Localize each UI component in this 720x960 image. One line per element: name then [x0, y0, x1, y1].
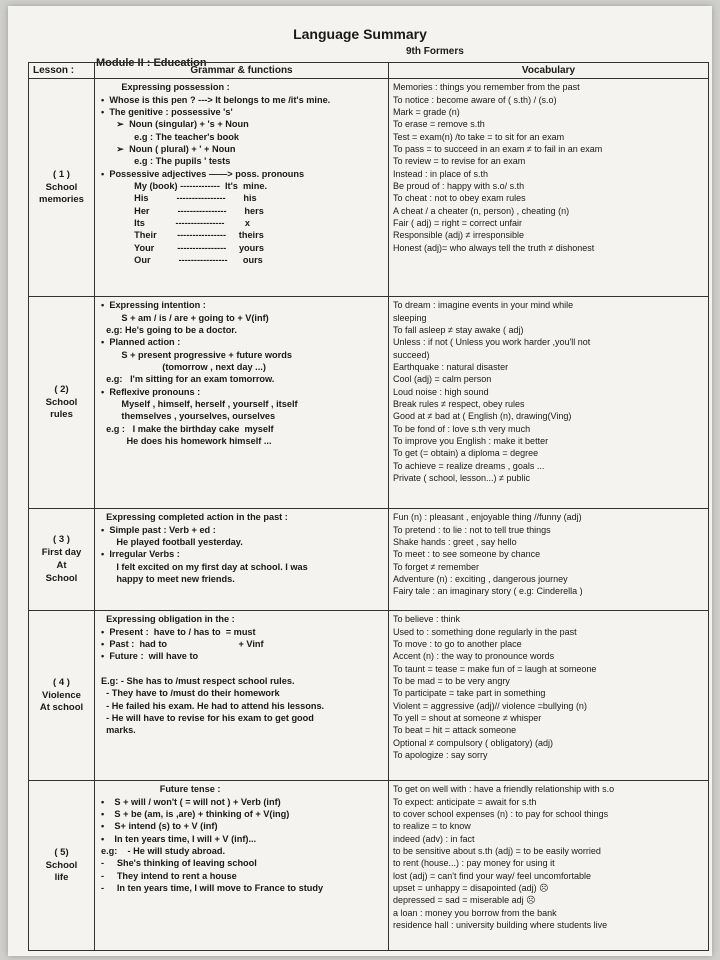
vocab-line: Optional ≠ compulsory ( obligatory) (adj)	[393, 737, 554, 748]
table-row	[29, 781, 709, 951]
grammar-line: (tomorrow , next day ...)	[101, 362, 266, 373]
grammar-line: • Whose is this pen ? ---> It belongs to me /it's mine.	[101, 94, 331, 105]
grammar-line: - They intend to rent a house	[101, 870, 237, 881]
lesson-label	[29, 781, 95, 951]
vocab-line: to realize = to know	[393, 821, 471, 832]
lesson-label	[29, 79, 95, 297]
grammar-line: • Present : have to / has to = must	[101, 626, 256, 637]
grammar-line: - She's thinking of leaving school	[101, 858, 257, 869]
vocab-cell	[389, 611, 709, 781]
lesson-label-line: ( 2)	[54, 383, 69, 395]
vocab-line: Violent = aggressive (adj)// violence =bullying (n)	[393, 700, 587, 711]
vocab-line: Fun (n) : pleasant , enjoyable thing //funny (adj)	[393, 512, 582, 523]
grammar-line: Expressing possession :	[101, 82, 230, 93]
grammar-line: • Simple past : Verb + ed :	[101, 524, 216, 535]
grammar-line: themselves , yourselves, ourselves	[101, 411, 276, 422]
grammar-line: His ---------------- his	[101, 193, 257, 204]
grammar-line: • Past : had to + Vinf	[101, 639, 264, 650]
lesson-label-line: First day	[41, 547, 82, 559]
vocab-line: Fairy tale : an imaginary story ( e.g: Cinderella )	[393, 586, 583, 597]
vocab-line: Test = exam(n) /to take = to sit for an exam	[393, 131, 565, 142]
vocab-line: To yell = shout at someone ≠ whisper	[393, 713, 542, 724]
grammar-line: He played football yesterday.	[101, 537, 243, 548]
vocab-line: Adventure (n) : exciting , dangerous journey	[393, 574, 568, 585]
vocab-line: succeed)	[393, 349, 430, 360]
table-row	[29, 611, 709, 781]
grammar-line: marks.	[101, 725, 136, 736]
vocab-line: a loan : money you borrow from the bank	[393, 907, 557, 918]
table-row	[29, 79, 709, 297]
grammar-line: • S+ intend (s) to + V (inf)	[101, 821, 218, 832]
vocab-line: residence hall : university building where students live	[393, 920, 608, 930]
vocab-line: To forget ≠ remember	[393, 561, 479, 572]
grammar-line: happy to meet new friends.	[101, 574, 235, 585]
lesson-label-line: At school	[39, 702, 84, 714]
vocab-line: To be mad = to be very angry	[393, 676, 510, 687]
lesson-label-line: School	[45, 859, 78, 871]
vocab-header: Vocabulary	[389, 63, 709, 79]
vocab-cell	[389, 509, 709, 611]
lesson-label-line: ( 1 )	[53, 168, 70, 180]
grammar-line: • Future : will have to	[101, 651, 199, 662]
vocab-line: To review = to revise for an exam	[393, 156, 526, 167]
vocab-line: To pretend : to lie : not to tell true things	[393, 524, 551, 535]
vocab-line: Used to : something done regularly in the past	[393, 626, 577, 637]
grammar-line: S + am / is / are + going to + V(inf)	[101, 312, 269, 323]
lesson-label-line: School	[45, 396, 78, 408]
vocab-line: To pass = to succeed in an exam ≠ to fail in an exam	[393, 144, 603, 155]
grammar-line: Your ---------------- yours	[101, 242, 264, 253]
vocab-cell	[389, 79, 709, 297]
grammar-cell	[95, 781, 389, 951]
table-row	[29, 297, 709, 509]
vocab-line: To get (= obtain) a diploma = degree	[393, 448, 539, 459]
grade-label: 9th Formers	[406, 46, 464, 57]
vocab-line: To erase = remove s.th	[393, 119, 485, 130]
page-title: Language Summary	[293, 26, 427, 42]
grammar-line: ➢ Noun (singular) + 's + Noun	[101, 119, 249, 130]
vocab-line: indeed (adv) : in fact	[393, 833, 475, 844]
lesson-label-line: memories	[39, 194, 84, 206]
grammar-line: - He failed his exam. He had to attend his lessons.	[101, 700, 325, 711]
grammar-line: • Planned action :	[101, 337, 181, 348]
grammar-line: Their ---------------- theirs	[101, 230, 264, 241]
lesson-label-line: ( 3 )	[53, 534, 70, 546]
vocab-line: lost (adj) = can't find your way/ feel uncomfortable	[393, 870, 592, 881]
vocab-line: To move : to go to another place	[393, 639, 522, 650]
vocab-line: depressed = sad = miserable adj ☹	[393, 895, 536, 906]
grammar-cell	[95, 509, 389, 611]
vocab-line: A cheat / a cheater (n, person) , cheating (n)	[393, 205, 570, 216]
lesson-header: Lesson :	[29, 63, 95, 79]
lesson-label-line: At	[56, 559, 67, 571]
vocab-line: To beat = hit = attack someone	[393, 725, 517, 736]
lesson-label-line: ( 5)	[54, 846, 69, 858]
grammar-cell	[95, 611, 389, 781]
vocab-line: Private ( school, lesson...) ≠ public	[393, 472, 530, 483]
lesson-label	[29, 297, 95, 509]
vocab-line: Instead : in place of s.th	[393, 168, 489, 179]
grammar-line: • The genitive : possessive 's'	[101, 107, 233, 118]
vocab-line: Loud noise : high sound	[393, 386, 489, 397]
vocab-line: Good at ≠ bad at ( English (n), drawing(Ving)	[393, 411, 572, 422]
vocab-line: To taunt = tease = make fun of = laugh at someone	[393, 663, 597, 674]
vocab-line: Earthquake : natural disaster	[393, 362, 509, 373]
vocab-cell	[389, 297, 709, 509]
grammar-line: - He will have to revise for his exam to get good	[101, 713, 314, 724]
vocab-line: Unless : if not ( Unless you work harder ,you'll not	[393, 337, 591, 348]
grammar-line: • Expressing intention :	[101, 300, 206, 311]
lesson-label-line: Violence	[42, 689, 81, 701]
vocab-line: Cool (adj) = calm person	[393, 374, 492, 385]
table-header	[29, 63, 709, 79]
lesson-label-line: ( 4 )	[53, 676, 70, 688]
grammar-line: He does his homework himself ...	[101, 436, 272, 446]
grammar-line: - In ten years time, I will move to France to study	[101, 883, 324, 894]
vocab-line: To apologize : say sorry	[393, 750, 488, 760]
grammar-line: e.g : The pupils ' tests	[101, 156, 231, 167]
grammar-line: e.g: - He will study abroad.	[101, 846, 226, 857]
vocab-line: Mark = grade (n)	[393, 107, 460, 118]
lesson-label-line: School	[45, 572, 78, 584]
grammar-line: • Reflexive pronouns :	[101, 386, 201, 397]
vocab-cell	[389, 781, 709, 951]
vocab-line: To cheat : not to obey exam rules	[393, 193, 526, 204]
lesson-label-line: life	[54, 872, 69, 884]
vocab-line: to rent (house...) : pay money for using it	[393, 858, 555, 869]
vocab-line: to be sensitive about s.th (adj) = to be easily worried	[393, 846, 601, 857]
grammar-line: Future tense :	[101, 784, 221, 795]
vocab-line: To achieve = realize dreams , goals ...	[393, 460, 545, 471]
vocab-line: upset = unhappy = disapointed (adj) ☹	[393, 883, 549, 894]
grammar-line: - They have to /must do their homework	[101, 688, 280, 699]
vocab-line: Honest (adj)= who always tell the truth ≠ dishonest	[393, 242, 595, 253]
grammar-line: Myself , himself, herself , yourself , itself	[101, 399, 298, 410]
vocab-line: To meet : to see someone by chance	[393, 549, 541, 560]
vocab-line: Be proud of : happy with s.o/ s.th	[393, 181, 525, 192]
vocab-line: To get on well with : have a friendly relationship with s.o	[393, 784, 615, 795]
grammar-line: • In ten years time, I will + V (inf)...	[101, 833, 257, 844]
lesson-label-line: rules	[50, 409, 73, 421]
vocab-line: Responsible (adj) ≠ irresponsible	[393, 230, 525, 241]
vocab-line: Break rules ≠ respect, obey rules	[393, 399, 525, 410]
vocab-line: To expect: anticipate = await for s.th	[393, 796, 537, 807]
grammar-line: e.g : I make the birthday cake myself	[101, 423, 274, 434]
grammar-line: e.g : The teacher's book	[101, 131, 239, 142]
module-label: Module II : Education	[96, 57, 207, 69]
grammar-line: Its ---------------- x	[101, 218, 251, 228]
vocab-line: To participate = take part in something	[393, 688, 546, 699]
vocab-line: To be fond of : love s.th very much	[393, 423, 531, 434]
vocab-line: To fall asleep ≠ stay awake ( adj)	[393, 325, 524, 336]
grammar-line	[101, 663, 384, 675]
grammar-line: Expressing obligation in the :	[101, 614, 235, 625]
grammar-line: S + present progressive + future words	[101, 349, 292, 360]
lesson-label	[29, 611, 95, 781]
vocab-line: sleeping	[393, 312, 427, 323]
grammar-line: I felt excited on my first day at school. I was	[101, 561, 308, 572]
grammar-cell	[95, 297, 389, 509]
vocab-line: To dream : imagine events in your mind while	[393, 300, 574, 311]
vocab-line: Fair ( adj) = right = correct unfair	[393, 218, 523, 228]
vocab-line: Memories : things you remember from the past	[393, 82, 580, 93]
table-row	[29, 509, 709, 611]
grammar-line: E.g: - She has to /must respect school rules.	[101, 676, 295, 687]
grammar-header: Grammar & functions	[95, 63, 389, 79]
grammar-line: • S + will / won't ( = will not ) + Verb (inf)	[101, 796, 281, 807]
vocab-line: Shake hands : greet , say hello	[393, 537, 517, 548]
lesson-label-line: School	[45, 181, 78, 193]
grammar-line: Our ---------------- ours	[101, 254, 263, 265]
vocab-line: To notice : become aware of ( s.th) / (s.o)	[393, 94, 557, 105]
grammar-line: ➢ Noun ( plural) + ' + Noun	[101, 144, 236, 155]
grammar-line: • S + be (am, is ,are) + thinking of + V(ing)	[101, 809, 290, 820]
vocab-line: To improve you English : make it better	[393, 436, 549, 446]
vocab-line: To believe : think	[393, 614, 461, 625]
grammar-line: My (book) ------------- It's mine.	[101, 181, 268, 192]
vocab-line: to cover school expenses (n) : to pay for school things	[393, 809, 609, 820]
summary-table	[28, 62, 709, 951]
grammar-line: e.g: He's going to be a doctor.	[101, 325, 237, 336]
grammar-line: • Possessive adjectives ——> poss. pronouns	[101, 168, 305, 179]
grammar-cell	[95, 79, 389, 297]
grammar-line: Her ---------------- hers	[101, 205, 264, 216]
grammar-line: • Irregular Verbs :	[101, 549, 180, 560]
grammar-line: Expressing completed action in the past :	[101, 512, 288, 523]
grammar-line: e.g: I'm sitting for an exam tomorrow.	[101, 374, 275, 385]
vocab-line: Accent (n) : the way to pronounce words	[393, 651, 555, 662]
lesson-label	[29, 509, 95, 611]
